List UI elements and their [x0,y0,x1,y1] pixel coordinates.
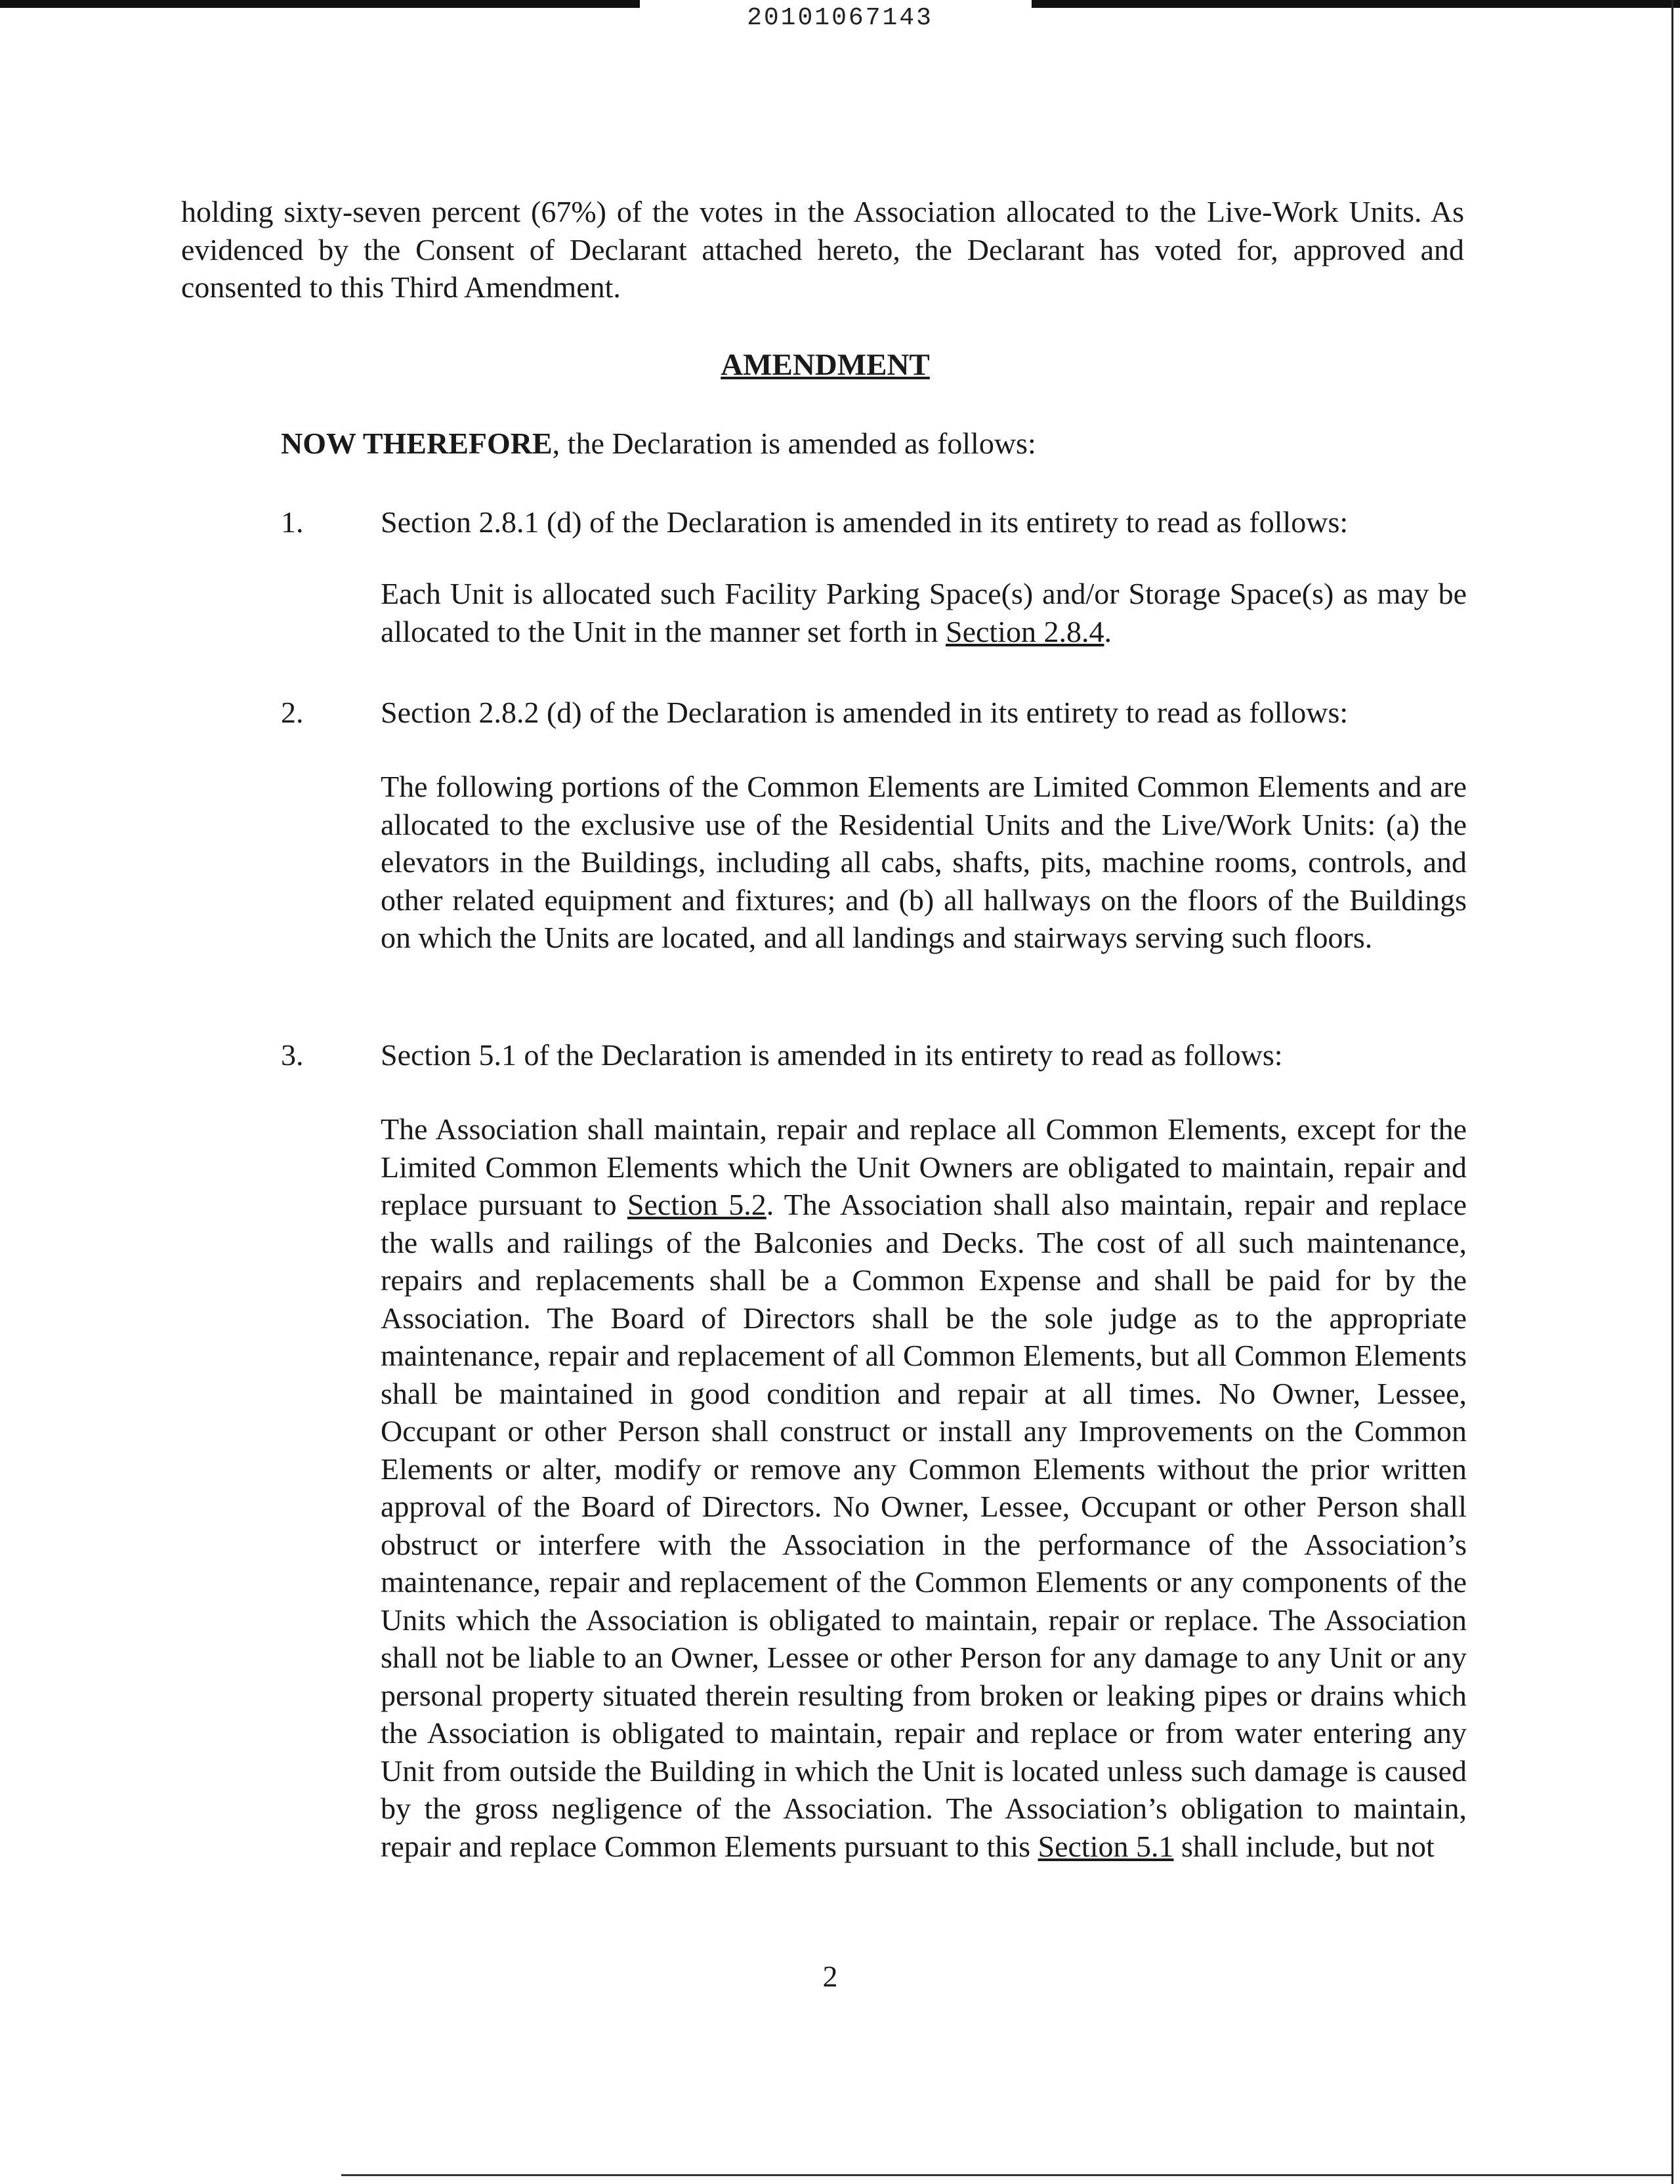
section-3-body [381,1110,1467,1865]
section-1-body-text: Each Unit is allocated such Facility Parking Space(s) and/or Storage Space(s) as may be allocated to the Unit in the manner set forth in [381,577,1467,648]
section-2-8-4-reference: Section 2.8.4 [945,614,1104,648]
amendment-heading: AMENDMENT [721,348,930,382]
section-2-title: Section 2.8.2 (d) of the Declaration is amended in its entirety to read as follows: [381,696,1349,729]
section-5-1-reference: Section 5.1 [1038,1829,1174,1863]
section-3-title: Section 5.1 of the Declaration is amended in its entirety to read as follows: [381,1038,1283,1072]
scan-border-top-left [0,0,640,8]
section-1-body-end: . [1104,614,1112,648]
scan-border-bottom [341,2174,1671,2176]
page-number: 2 [822,1960,838,1993]
scan-border-top-right [1032,0,1680,8]
section-1-number: 1. [281,505,304,539]
section-5-2-reference: Section 5.2 [627,1188,766,1221]
preamble-bold: NOW THEREFORE [281,427,553,460]
section-2-body: The following portions of the Common Elements are Limited Common Elements and are allocated to the exclusive use of the Residential Units and the Live/Work Units: (a) the elevators in the Buildings, including all cabs, shafts, pits, machine rooms, controls, and other related equipment and fixtures; and (b) all hallways on the floors of the Buildings on which the Units are located, and all landings and stairways serving such floors. [381,770,1467,954]
section-3-body-part-b: . The Association shall also maintain, repair and replace the walls and railings of the Balconies and Decks. The cost of all such maintenance, repairs and replacements shall be a Common Expense and shall be paid for by the Association. The Board of Directors shall be the sole judge as to the appropriate maintenance, repair and replacement of all Common Elements, but all Common Elements shall be maintained in good condition and repair at all times. No Owner, Lessee, Occupant or other Person shall construct or install any Improvements on the Common Elements or alter, modify or remove any Common Elements without the prior written approval of the Board of Directors. No Owner, Lessee, Occupant or other Person shall obstruct or interfere with the Association in the performance of the Association’s maintenance, repair and replacement of the Common Elements or any components of the Units which the Association is obligated to maintain, repair or replace. The Association shall not be liable to an Owner, Lessee or other Person for any damage to any Unit or any personal property situated therein resulting from broken or leaking pipes or drains which the Association is obligated to maintain, repair and replace or from water entering any Unit from outside the Building in which the Unit is located unless such damage is caused by the gross negligence of the Association. The Association’s obligation to maintain, repair and replace Common Elements pursuant to this [381,1188,1467,1863]
preamble-text: , the Declaration is amended as follows: [552,427,1036,460]
section-1-title: Section 2.8.1 (d) of the Declaration is amended in its entirety to read as follows: [381,505,1349,539]
preamble [281,424,1396,463]
section-1-body [381,575,1467,650]
section-2-number: 2. [281,696,304,729]
section-3-number: 3. [281,1038,304,1072]
section-3-body-part-c: shall include, but not [1173,1829,1435,1863]
intro-paragraph: holding sixty-seven percent (67%) of the votes in the Association allocated to the Live-Work Units. As evidenced by the Consent of Declarant attached hereto, the Declarant has voted for, approved and consented to this Third Amendment. [181,195,1464,304]
section-3-body-part-a: The Association shall maintain, repair and replace all Common Elements, except for the Limited Common Elements which the Unit Owners are obligated to maintain, repair and replace pursuant to [381,1112,1467,1221]
scan-border-right [1671,0,1673,2184]
document-number: 20101067143 [747,4,933,32]
